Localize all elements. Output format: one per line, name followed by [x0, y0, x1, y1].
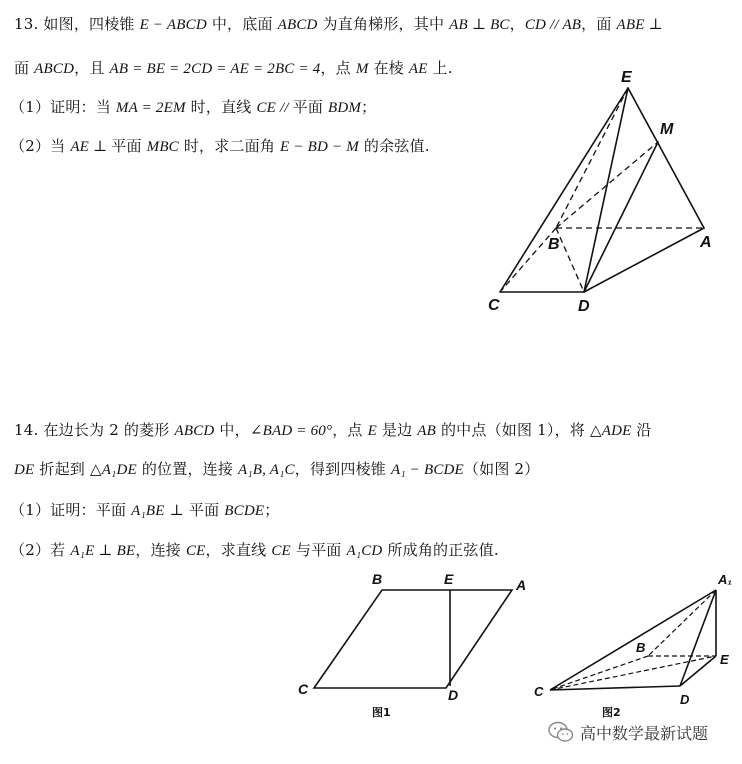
- vertex-label-C: C: [488, 297, 500, 314]
- fig1-label-B: B: [372, 571, 383, 587]
- p13-line-2: 面 ABCD，且 AB = BE = 2CD = AE = 2BC = 4，点 M 在棱 AE 上.: [14, 59, 453, 77]
- vertex-label-B: B: [548, 236, 560, 253]
- fig1-label-C: C: [298, 681, 309, 697]
- edge-DA: [584, 228, 704, 292]
- fig1-label-A: A: [516, 577, 527, 593]
- wechat-icon: [548, 721, 574, 743]
- dashed-BD: [556, 228, 584, 292]
- edge-A1C: [550, 590, 716, 690]
- p14-question-1: （1）证明：平面 A₁BE ⊥ 平面 BCDE；: [10, 501, 280, 519]
- p14-line-1: 14. 在边长为 2 的菱形 ABCD 中，∠BAD = 60°，点 E 是边 AB 的中点（如图 1），将 △ADE 沿: [14, 421, 652, 439]
- dashed-A1B: [648, 590, 716, 656]
- fig2-label-D: D: [680, 692, 690, 707]
- fig2-label-C: C: [534, 684, 544, 699]
- fig1-label-E: E: [444, 571, 454, 587]
- vertex-label-D: D: [578, 298, 590, 315]
- edge-EA: [628, 88, 704, 228]
- p13-question-1: （1）证明：当 MA = 2EM 时，直线 CE // 平面 BDM；: [10, 98, 377, 116]
- vertex-label-A: A: [700, 234, 712, 251]
- p14-line-2: DE 折起到 △A₁DE 的位置，连接 A₁B, A₁C，得到四棱锥 A₁ − BCDE（如图 2）: [14, 460, 540, 478]
- p13-question-2: （2）当 AE ⊥ 平面 MBC 时，求二面角 E − BD − M 的余弦值.: [10, 137, 430, 155]
- p14-figure-2: [0, 560, 742, 730]
- p14-question-2: （2）若 A₁E ⊥ BE，连接 CE，求直线 CE 与平面 A₁CD 所成角的正弦值.: [10, 541, 499, 559]
- watermark-text: 高中数学最新试题: [580, 723, 709, 743]
- fig1-caption: 图1: [372, 706, 391, 719]
- watermark: [548, 718, 708, 746]
- fig1-label-D: D: [448, 687, 459, 703]
- edge-ED: [584, 88, 628, 292]
- vertex-label-E: E: [621, 69, 632, 86]
- dashed-EB: [556, 88, 628, 228]
- vertex-label-M: M: [660, 121, 674, 138]
- p13-pyramid-figure: [0, 0, 742, 330]
- p13-line-1: 13. 如图，四棱锥 E − ABCD 中，底面 ABCD 为直角梯形，其中 AB ⊥ BC，CD // AB，面 ABE ⊥: [14, 15, 663, 33]
- fig2-label-E: E: [720, 652, 729, 667]
- dashed-CE: [550, 656, 716, 690]
- edge-EC: [500, 88, 628, 292]
- fig2-label-A1: A₁: [718, 572, 732, 587]
- fig2-label-B: B: [636, 640, 646, 655]
- edge-DM: [584, 142, 658, 292]
- fig2-caption: 图2: [602, 706, 621, 719]
